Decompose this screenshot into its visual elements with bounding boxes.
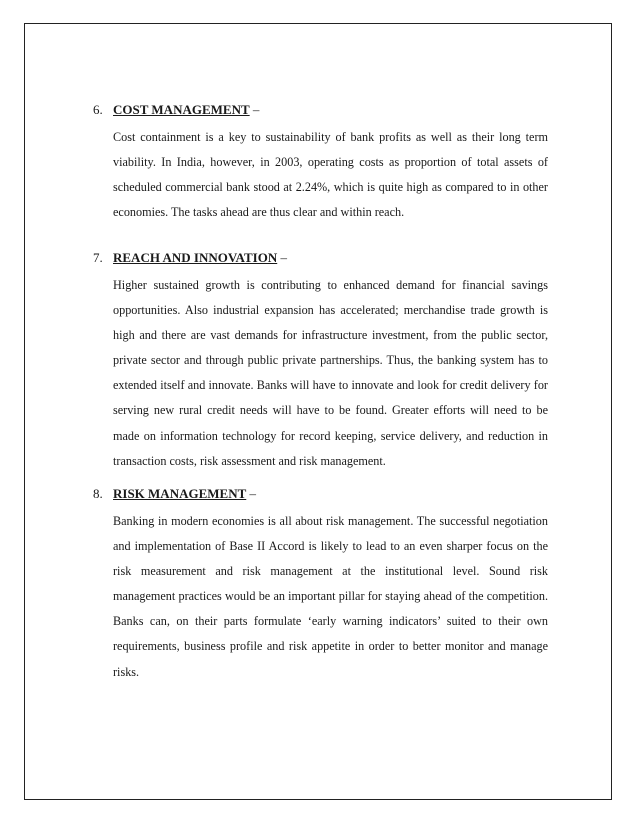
section-heading: COST MANAGEMENT [113, 102, 250, 117]
section-number: 8. [93, 486, 103, 501]
section-heading-line [93, 249, 548, 267]
section-reach-and-innovation [93, 249, 548, 474]
section-number: 7. [93, 250, 103, 265]
heading-dash: – [246, 486, 257, 501]
heading-dash: – [249, 102, 260, 117]
section-paragraph: Higher sustained growth is contributing to enhanced demand for financial savings opportunities. Also industrial expansion has accelerated; merchandise trade growth is high and there are vast demands for infrastructure investment, from the public sector, private sector and through public private partnerships. Thus, the banking system has to extended itself and innovate. Banks will have to innovate and look for credit delivery for serving new rural credit needs will have to be found. Greater efforts will need to be made on information technology for record keeping, service delivery, and reduction in transaction costs, risk assessment and risk management. [113, 278, 548, 468]
section-heading-line [93, 101, 548, 119]
section-paragraph: Banking in modern economies is all about risk management. The successful negotiation and implementation of Base II Accord is likely to lead to an even sharper focus on the risk measurement and risk management at the institutional level. Sound risk management practices would be an important pillar for staying ahead of the competition. Banks can, on their parts formulate ‘early warning indicators’ suited to their own requirements, business profile and risk appetite in order to better monitor and manage risks. [113, 514, 548, 679]
heading-dash: – [277, 250, 287, 265]
section-heading-line [93, 485, 548, 503]
section-heading: REACH AND INNOVATION [113, 250, 278, 265]
section-heading: RISK MANAGEMENT [113, 486, 247, 501]
section-risk-management [93, 485, 548, 685]
section-number: 6. [93, 102, 103, 117]
section-cost-management [93, 101, 548, 225]
section-paragraph: Cost containment is a key to sustainability of bank profits as well as their long term viability. In India, however, in 2003, operating costs as proportion of total assets of scheduled commercial bank stood at 2.24%, which is quite high as compared to in other economies. The tasks ahead are thus clear and within reach. [113, 130, 548, 220]
